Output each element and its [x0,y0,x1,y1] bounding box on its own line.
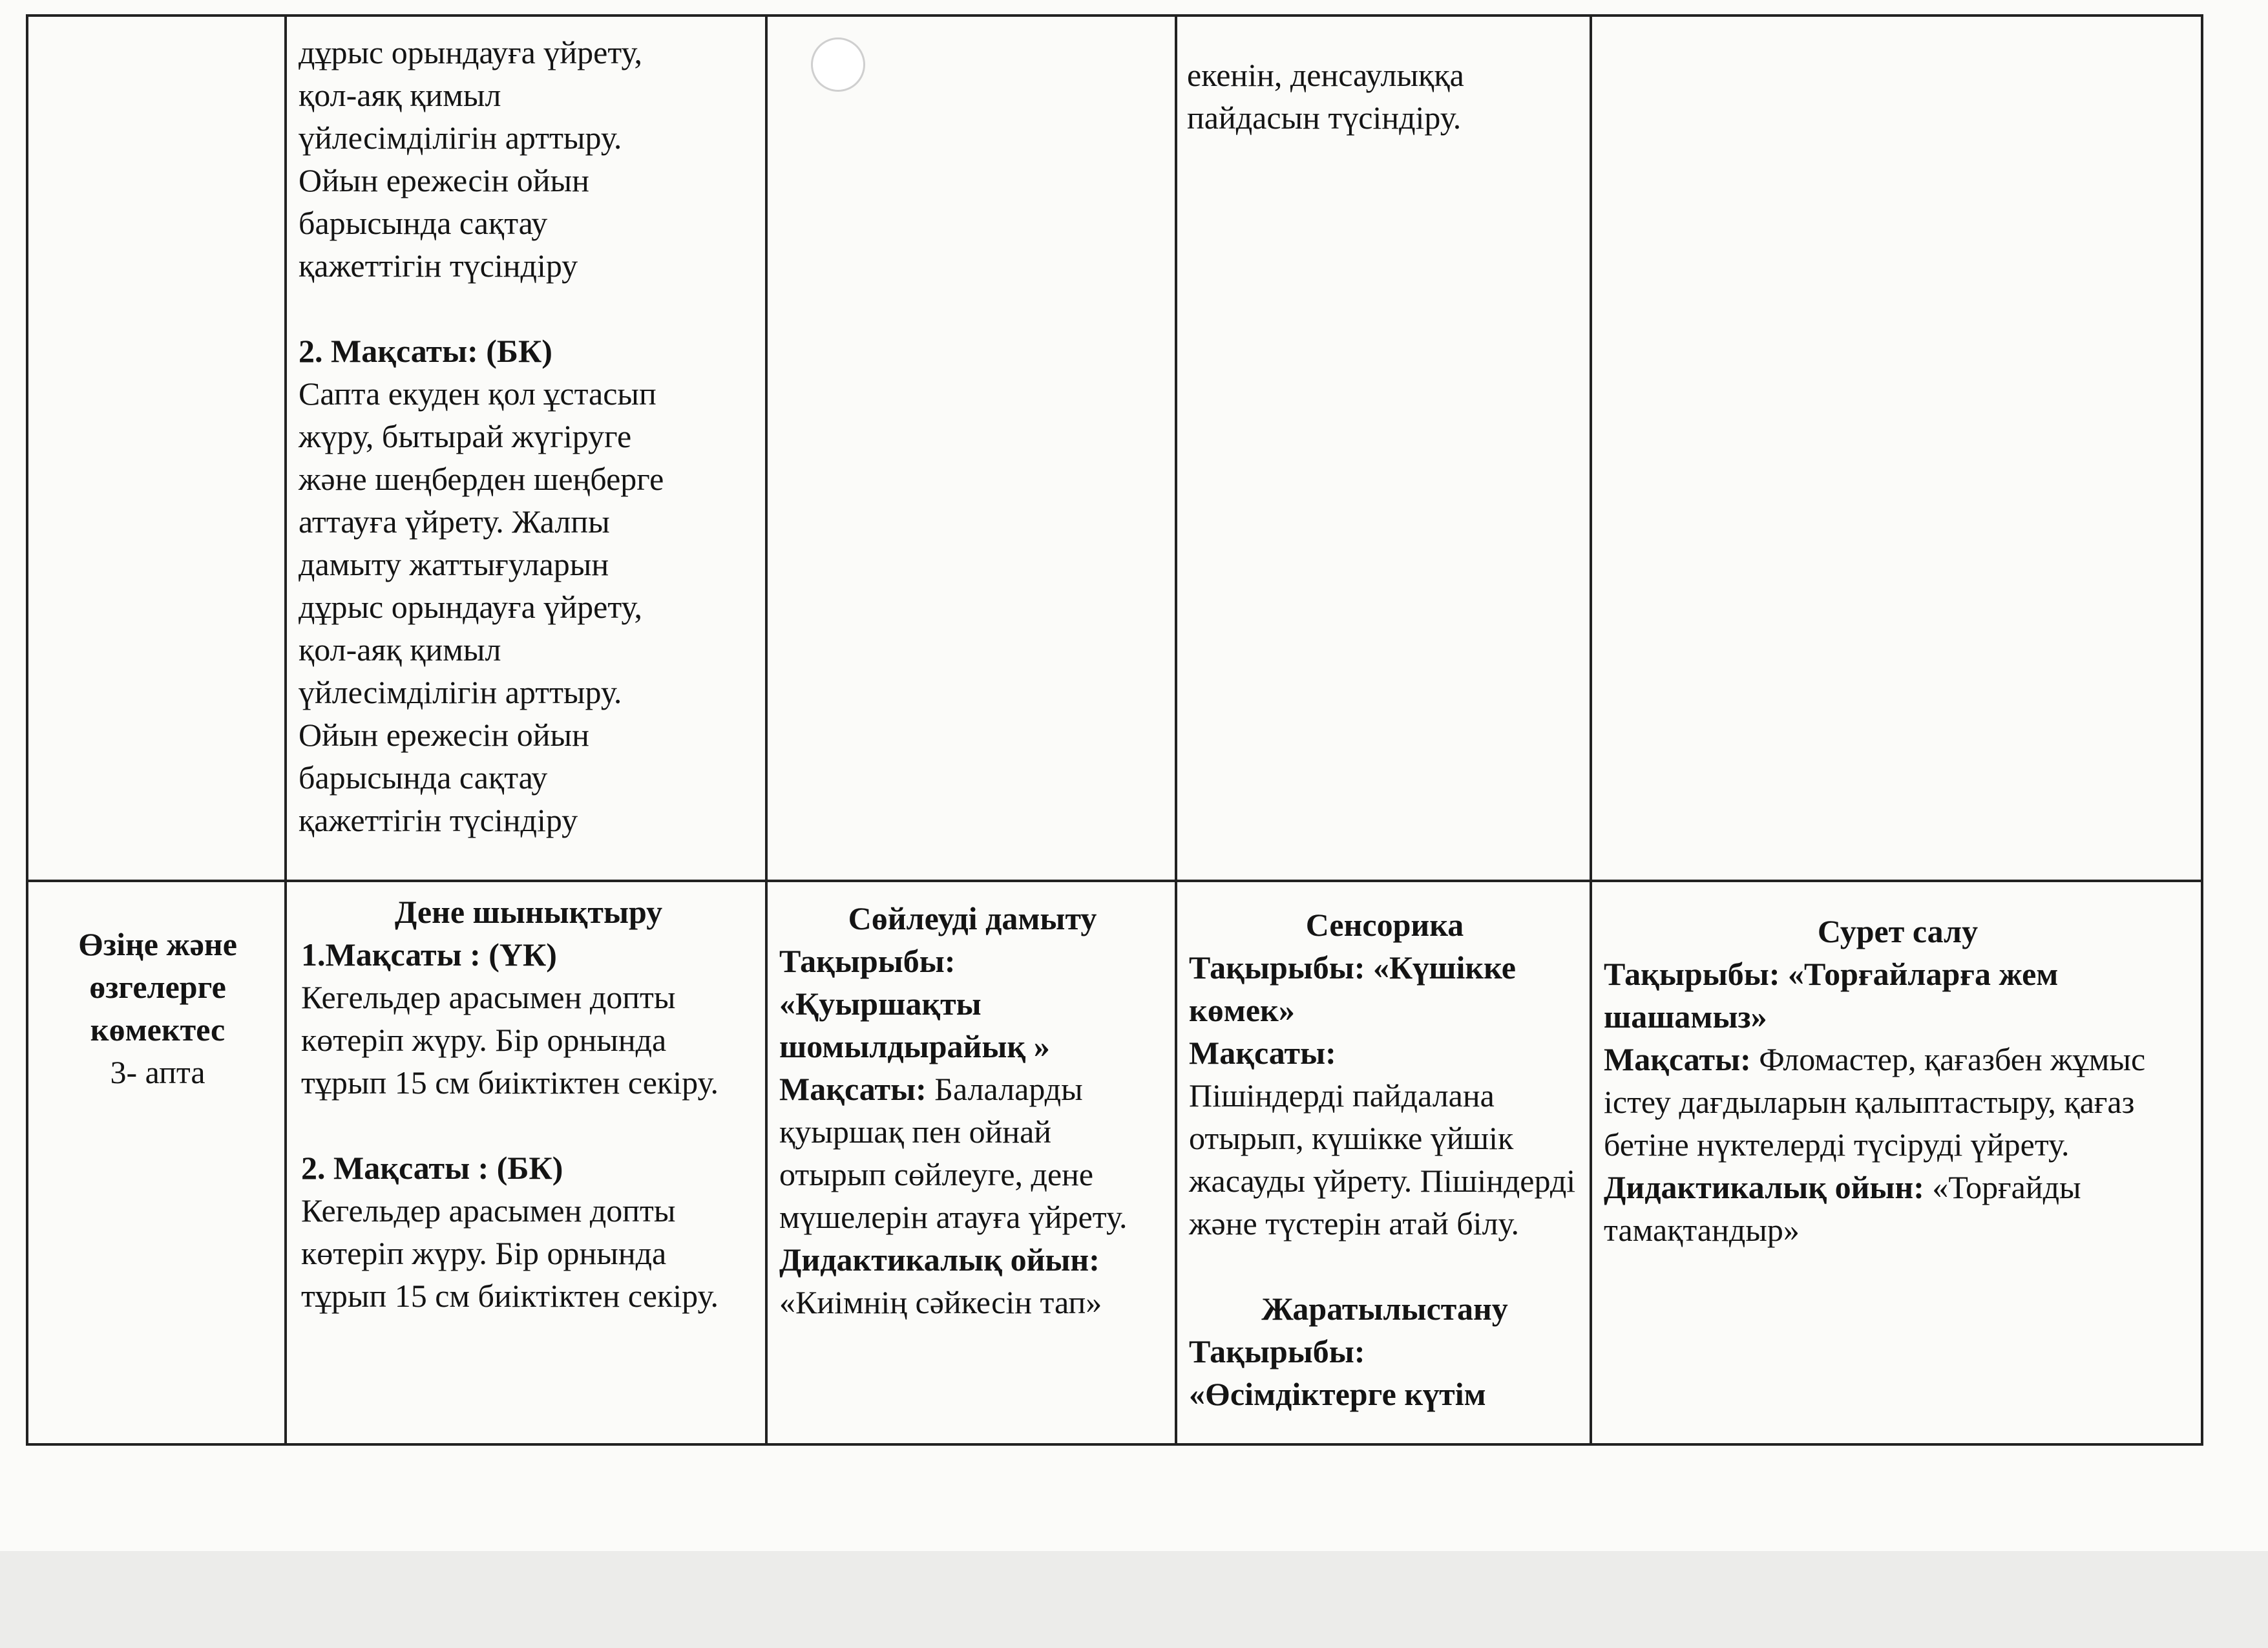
physical-education-cell [289,883,768,1445]
sensory-cell [1177,896,1592,1445]
text-line: Ойын ережесін ойын [299,717,589,753]
goal-heading: 2. Мақсаты: (БК) [299,333,552,369]
text-line: пайдасын түсіндіру. [1187,100,1462,136]
game-paragraph [779,1238,1166,1324]
text-line: аттауға үйрету. Жалпы [299,503,610,540]
topic-value: «Торғайларға жем шашамыз» [1604,956,2059,1035]
text-line: қол-аяқ қимыл [299,631,501,668]
text-line: барысында сақтау [299,205,548,241]
text-line: дұрыс орындауға үйрету, [299,589,643,625]
scan-background [0,1551,2268,1648]
week-number: 3- апта [110,1054,205,1090]
text-line: дұрыс орындауға үйрету, [299,34,643,70]
game-text: «Киімнің сәйкесін тап» [779,1284,1102,1320]
goal-text: Балаларды қуыршақ пен ойнай отырып сөйлеуге, дене мүшелерін атауға үйрету. [779,1071,1128,1235]
text-line: Ойын ережесін ойын [299,162,589,198]
text-line: үйлесімділігін арттыру. [299,120,622,156]
goal-label: Мақсаты: [779,1071,927,1107]
topic-label: Тақырыбы: [779,943,956,979]
goal-text: Кегельдер арасымен допты көтеріп жүру. Бір орнында тұрып 15 см биіктіктен секіру. [301,979,719,1101]
text-line: Сапта екуден қол ұстасып [299,375,656,412]
game-text: «Торғайды тамақтандыр» [1604,1169,2081,1248]
goal-heading: 2. Мақсаты : (БК) [301,1150,563,1186]
theme-line: өзгелерге [89,969,226,1005]
topic-label: Тақырыбы: [1189,1333,1365,1369]
text-line: қажеттігін түсіндіру [299,248,578,284]
goal-label: Мақсаты: [1189,1035,1336,1071]
goal-text: Кегельдер арасымен допты көтеріп жүру. Бір орнында тұрып 15 см биіктіктен секіру. [301,1192,719,1314]
game-label: Дидактикалық ойын: [779,1241,1100,1278]
lesson-plan-table [26,14,2203,1446]
subject-title: Сенсорика [1305,907,1464,943]
drawing-cell [1592,902,2203,1445]
text-line: жүру, бытырай жүгіруге [299,418,632,454]
goal-text: Фломастер, қағазбен жұмыс істеу дағдыларын қалыптастыру, қағаз бетіне нүктелерді түсіруді үйрету. [1604,1041,2146,1163]
topic-label: Тақырыбы: [1604,956,1780,992]
row-divider [28,880,2201,882]
text-line: үйлесімділігін арттыру. [299,674,622,710]
goal-heading: 1.Мақсаты : (ҮК) [301,936,557,973]
topic-paragraph [1604,953,2192,1038]
topic-label: Тақырыбы: [1189,949,1365,986]
text-line: қажеттігін түсіндіру [299,802,578,838]
speech-development-cell [768,889,1177,1445]
text-line: және шеңберден шеңберге [299,461,664,497]
text-line: қол-аяқ қимыл [299,77,501,113]
theme-line: Өзіңе және [78,926,237,962]
goal-paragraph [779,1068,1166,1238]
subject-title: Сөйлеуді дамыту [848,900,1097,936]
subject-title: Сурет салу [1817,913,1979,949]
text-line: дамыту жаттығуларын [299,546,609,582]
game-label: Дидактикалық ойын: [1604,1169,1924,1205]
topic-paragraph [1189,946,1580,1031]
health-note-cell [1175,46,1589,175]
topic-value: «Күшікке көмек» [1189,949,1516,1028]
goal-text: Пішіндерді пайдалана отырып, күшікке үйшік жасауды үйрету. Пішіндерді және түстерін атай білу. [1189,1077,1576,1241]
subject-title: Жаратылыстану [1261,1291,1508,1327]
topic-value: «Қуыршақты шомылдырайық » [779,986,1050,1064]
subject-title: Дене шынықтыру [394,894,663,930]
continued-goals-cell [287,23,778,876]
game-paragraph [1604,1166,2192,1251]
week-label-cell [28,915,287,1238]
theme-line: көмектес [90,1011,226,1048]
text-line: барысында сақтау [299,759,548,796]
goal-paragraph [1604,1038,2192,1166]
topic-value: «Өсімдіктерге күтім [1189,1376,1486,1412]
goal-label: Мақсаты: [1604,1041,1751,1077]
text-line: екенін, денсаулыққа [1187,57,1464,93]
